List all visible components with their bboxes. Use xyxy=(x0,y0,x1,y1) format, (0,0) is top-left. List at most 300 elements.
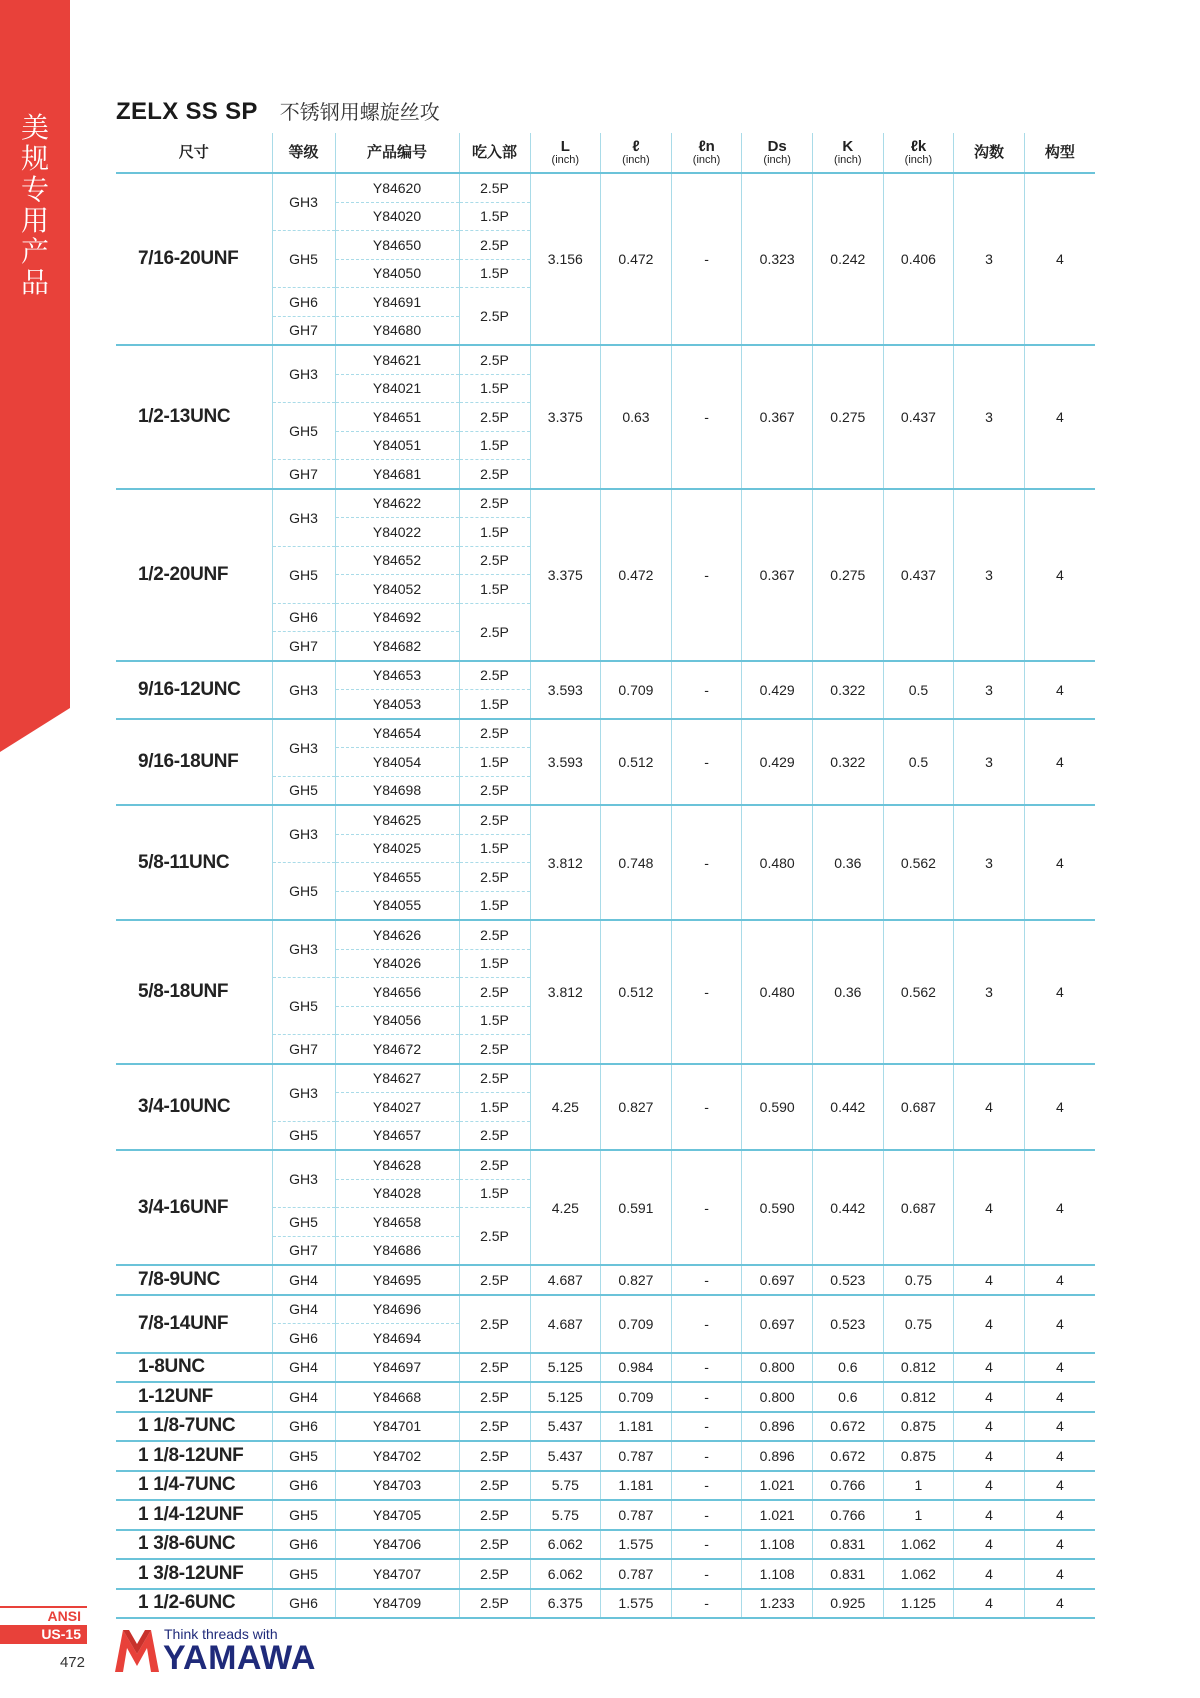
chamfer-cell: 2.5P xyxy=(459,1589,530,1619)
product-code-cell: Y84695 xyxy=(335,1265,459,1295)
flute-count-cell: 3 xyxy=(954,719,1025,806)
column-header xyxy=(883,133,954,173)
square-size-cell: 0.6 xyxy=(813,1353,884,1383)
product-code-cell: Y84021 xyxy=(335,374,459,403)
chamfer-cell: 2.5P xyxy=(459,1353,530,1383)
overall-length-cell: 4.25 xyxy=(530,1150,601,1265)
neck-length-cell: - xyxy=(671,489,742,661)
column-header xyxy=(116,133,272,173)
thread-length-cell: 0.472 xyxy=(601,489,672,661)
shank-diameter-cell: 0.697 xyxy=(742,1265,813,1295)
title-subtitle: 不锈钢用螺旋丝攻 xyxy=(279,100,440,124)
overall-length-cell: 3.593 xyxy=(530,661,601,719)
column-header-label: 等级 xyxy=(288,144,319,161)
square-length-cell: 0.812 xyxy=(883,1353,954,1383)
thread-length-cell: 0.709 xyxy=(601,661,672,719)
chamfer-cell: 2.5P xyxy=(459,1121,530,1150)
flute-count-cell: 4 xyxy=(954,1382,1025,1412)
neck-length-cell: - xyxy=(671,1353,742,1383)
chamfer-cell: 2.5P xyxy=(459,1208,530,1266)
column-header xyxy=(335,133,459,173)
grade-cell: GH7 xyxy=(272,460,335,489)
table-row xyxy=(116,1150,1095,1179)
overall-length-cell: 6.062 xyxy=(530,1530,601,1560)
overall-length-cell: 3.593 xyxy=(530,719,601,806)
tap-type-cell: 4 xyxy=(1024,1150,1095,1265)
grade-cell: GH4 xyxy=(272,1265,335,1295)
column-header-label: 沟数 xyxy=(974,144,1005,161)
product-code-cell: Y84054 xyxy=(335,748,459,777)
side-tab xyxy=(0,0,70,752)
thread-length-cell: 0.748 xyxy=(601,805,672,920)
chamfer-cell: 2.5P xyxy=(459,776,530,805)
table-row xyxy=(116,1412,1095,1442)
product-code-cell: Y84652 xyxy=(335,546,459,575)
chamfer-cell: 1.5P xyxy=(459,1179,530,1208)
tap-type-cell: 4 xyxy=(1024,489,1095,661)
overall-length-cell: 3.375 xyxy=(530,345,601,489)
chamfer-cell: 2.5P xyxy=(459,863,530,892)
grade-cell: GH6 xyxy=(272,288,335,317)
neck-length-cell: - xyxy=(671,1559,742,1589)
brand-tagline: Think threads with xyxy=(164,1626,278,1642)
tap-type-cell: 4 xyxy=(1024,920,1095,1064)
square-length-cell: 0.406 xyxy=(883,173,954,345)
chamfer-cell: 1.5P xyxy=(459,431,530,460)
neck-length-cell: - xyxy=(671,805,742,920)
square-size-cell: 0.275 xyxy=(813,489,884,661)
chamfer-cell: 2.5P xyxy=(459,603,530,661)
thread-length-cell: 0.827 xyxy=(601,1265,672,1295)
grade-cell: GH3 xyxy=(272,719,335,777)
chamfer-cell: 2.5P xyxy=(459,1559,530,1589)
product-code-cell: Y84654 xyxy=(335,719,459,748)
square-length-cell: 1.062 xyxy=(883,1530,954,1560)
size-cell: 1 1/2-6UNC xyxy=(116,1589,272,1619)
flute-count-cell: 4 xyxy=(954,1471,1025,1501)
product-code-cell: Y84706 xyxy=(335,1530,459,1560)
overall-length-cell: 5.75 xyxy=(530,1500,601,1530)
neck-length-cell: - xyxy=(671,1150,742,1265)
side-tab-char: 产 xyxy=(20,235,49,268)
product-code-cell: Y84651 xyxy=(335,403,459,432)
size-cell: 1 1/8-7UNC xyxy=(116,1412,272,1442)
product-code-cell: Y84705 xyxy=(335,1500,459,1530)
square-length-cell: 0.562 xyxy=(883,920,954,1064)
side-tab-char: 专 xyxy=(20,173,49,206)
tap-type-cell: 4 xyxy=(1024,1295,1095,1353)
square-size-cell: 0.36 xyxy=(813,920,884,1064)
square-size-cell: 0.6 xyxy=(813,1382,884,1412)
column-header-label: ℓn xyxy=(698,138,715,155)
table-row xyxy=(116,1530,1095,1560)
thread-length-cell: 0.472 xyxy=(601,173,672,345)
chamfer-cell: 2.5P xyxy=(459,288,530,346)
column-header-label: 尺寸 xyxy=(178,144,209,161)
column-header xyxy=(459,133,530,173)
product-code-cell: Y84656 xyxy=(335,978,459,1007)
product-code-cell: Y84622 xyxy=(335,489,459,518)
tap-type-cell: 4 xyxy=(1024,1064,1095,1151)
tap-type-cell: 4 xyxy=(1024,1382,1095,1412)
neck-length-cell: - xyxy=(671,1265,742,1295)
grade-cell: GH5 xyxy=(272,863,335,921)
table-row xyxy=(116,719,1095,748)
product-code-cell: Y84028 xyxy=(335,1179,459,1208)
flute-count-cell: 4 xyxy=(954,1295,1025,1353)
side-tab-char: 品 xyxy=(20,266,49,299)
size-cell: 1 3/8-12UNF xyxy=(116,1559,272,1589)
shank-diameter-cell: 0.367 xyxy=(742,345,813,489)
tap-type-cell: 4 xyxy=(1024,1500,1095,1530)
size-cell: 9/16-12UNC xyxy=(116,661,272,719)
square-length-cell: 0.5 xyxy=(883,661,954,719)
chamfer-cell: 1.5P xyxy=(459,1093,530,1122)
chamfer-cell: 2.5P xyxy=(459,1064,530,1093)
overall-length-cell: 3.812 xyxy=(530,805,601,920)
product-code-cell: Y84680 xyxy=(335,316,459,345)
flute-count-cell: 3 xyxy=(954,173,1025,345)
shank-diameter-cell: 0.480 xyxy=(742,805,813,920)
shank-diameter-cell: 0.323 xyxy=(742,173,813,345)
flute-count-cell: 4 xyxy=(954,1353,1025,1383)
product-code-cell: Y84691 xyxy=(335,288,459,317)
square-size-cell: 0.766 xyxy=(813,1500,884,1530)
side-tab-char: 规 xyxy=(20,142,49,175)
thread-length-cell: 0.63 xyxy=(601,345,672,489)
shank-diameter-cell: 0.800 xyxy=(742,1353,813,1383)
table-row xyxy=(116,661,1095,690)
grade-cell: GH6 xyxy=(272,1324,335,1353)
grade-cell: GH3 xyxy=(272,920,335,978)
product-code-cell: Y84627 xyxy=(335,1064,459,1093)
shank-diameter-cell: 1.108 xyxy=(742,1559,813,1589)
column-header xyxy=(671,133,742,173)
thread-length-cell: 0.709 xyxy=(601,1382,672,1412)
square-length-cell: 1.125 xyxy=(883,1589,954,1619)
product-code-cell: Y84620 xyxy=(335,173,459,202)
tap-type-cell: 4 xyxy=(1024,661,1095,719)
flute-count-cell: 3 xyxy=(954,805,1025,920)
shank-diameter-cell: 1.021 xyxy=(742,1500,813,1530)
overall-length-cell: 6.062 xyxy=(530,1559,601,1589)
size-cell: 7/8-14UNF xyxy=(116,1295,272,1353)
column-header-unit: (inch) xyxy=(904,154,933,166)
product-code-cell: Y84051 xyxy=(335,431,459,460)
product-code-cell: Y84686 xyxy=(335,1236,459,1265)
column-header-label: 构型 xyxy=(1044,144,1075,161)
product-code-cell: Y84026 xyxy=(335,949,459,978)
neck-length-cell: - xyxy=(671,1295,742,1353)
square-length-cell: 0.75 xyxy=(883,1265,954,1295)
grade-cell: GH3 xyxy=(272,805,335,863)
overall-length-cell: 5.125 xyxy=(530,1353,601,1383)
grade-cell: GH5 xyxy=(272,1559,335,1589)
grade-cell: GH5 xyxy=(272,978,335,1035)
column-header xyxy=(601,133,672,173)
thread-length-cell: 0.787 xyxy=(601,1559,672,1589)
thread-length-cell: 0.984 xyxy=(601,1353,672,1383)
grade-cell: GH5 xyxy=(272,1208,335,1237)
grade-cell: GH5 xyxy=(272,1441,335,1471)
chamfer-cell: 2.5P xyxy=(459,403,530,432)
chamfer-cell: 2.5P xyxy=(459,489,530,518)
overall-length-cell: 3.156 xyxy=(530,173,601,345)
header-row xyxy=(116,133,1095,173)
column-header xyxy=(272,133,335,173)
square-length-cell: 0.75 xyxy=(883,1295,954,1353)
thread-length-cell: 1.181 xyxy=(601,1412,672,1442)
product-code-cell: Y84701 xyxy=(335,1412,459,1442)
thread-length-cell: 1.575 xyxy=(601,1589,672,1619)
flute-count-cell: 4 xyxy=(954,1530,1025,1560)
flute-count-cell: 4 xyxy=(954,1500,1025,1530)
chamfer-cell: 2.5P xyxy=(459,1441,530,1471)
column-header-label: Ds xyxy=(767,138,787,155)
square-size-cell: 0.925 xyxy=(813,1589,884,1619)
chamfer-cell: 1.5P xyxy=(459,891,530,920)
table-row xyxy=(116,1441,1095,1471)
chamfer-cell: 1.5P xyxy=(459,575,530,604)
product-code-cell: Y84657 xyxy=(335,1121,459,1150)
square-size-cell: 0.831 xyxy=(813,1559,884,1589)
grade-cell: GH6 xyxy=(272,1412,335,1442)
yamawa-logo-icon xyxy=(115,1628,159,1674)
neck-length-cell: - xyxy=(671,173,742,345)
tap-type-cell: 4 xyxy=(1024,173,1095,345)
shank-diameter-cell: 0.429 xyxy=(742,719,813,806)
neck-length-cell: - xyxy=(671,920,742,1064)
brand-name: YAMAWA xyxy=(163,1639,316,1677)
chamfer-cell: 1.5P xyxy=(459,949,530,978)
neck-length-cell: - xyxy=(671,1589,742,1619)
column-header-label: ℓ xyxy=(632,138,640,155)
column-header-label: K xyxy=(842,138,854,155)
product-code-cell: Y84698 xyxy=(335,776,459,805)
shank-diameter-cell: 0.367 xyxy=(742,489,813,661)
square-size-cell: 0.322 xyxy=(813,661,884,719)
chamfer-cell: 2.5P xyxy=(459,805,530,834)
page-number: 472 xyxy=(59,1654,85,1671)
column-header-unit: (inch) xyxy=(692,154,721,166)
tap-type-cell: 4 xyxy=(1024,805,1095,920)
grade-cell: GH5 xyxy=(272,1121,335,1150)
neck-length-cell: - xyxy=(671,1064,742,1151)
product-code-cell: Y84626 xyxy=(335,920,459,949)
square-size-cell: 0.672 xyxy=(813,1441,884,1471)
square-length-cell: 0.562 xyxy=(883,805,954,920)
chamfer-cell: 2.5P xyxy=(459,1471,530,1501)
shank-diameter-cell: 0.896 xyxy=(742,1412,813,1442)
product-code-cell: Y84696 xyxy=(335,1295,459,1324)
size-cell: 3/4-16UNF xyxy=(116,1150,272,1265)
size-cell: 1 1/4-12UNF xyxy=(116,1500,272,1530)
table-row xyxy=(116,1064,1095,1093)
flute-count-cell: 3 xyxy=(954,920,1025,1064)
product-code-cell: Y84625 xyxy=(335,805,459,834)
page-title xyxy=(116,96,440,126)
product-code-cell: Y84025 xyxy=(335,834,459,863)
size-cell: 1-8UNC xyxy=(116,1353,272,1383)
table-row xyxy=(116,920,1095,949)
square-length-cell: 0.687 xyxy=(883,1150,954,1265)
grade-cell: GH3 xyxy=(272,489,335,547)
grade-cell: GH3 xyxy=(272,661,335,719)
size-cell: 1/2-13UNC xyxy=(116,345,272,489)
overall-length-cell: 3.375 xyxy=(530,489,601,661)
square-size-cell: 0.36 xyxy=(813,805,884,920)
side-tab-label xyxy=(18,112,52,298)
grade-cell: GH7 xyxy=(272,316,335,345)
shank-diameter-cell: 0.800 xyxy=(742,1382,813,1412)
chamfer-cell: 2.5P xyxy=(459,1295,530,1353)
side-tab-char: 美 xyxy=(20,111,49,144)
overall-length-cell: 5.75 xyxy=(530,1471,601,1501)
column-header-unit: (inch) xyxy=(763,154,791,166)
column-header-label: 产品编号 xyxy=(366,144,427,161)
column-header-label: 吃入部 xyxy=(471,144,517,161)
square-size-cell: 0.322 xyxy=(813,719,884,806)
product-code-cell: Y84709 xyxy=(335,1589,459,1619)
table-row xyxy=(116,173,1095,202)
chamfer-cell: 1.5P xyxy=(459,748,530,777)
grade-cell: GH6 xyxy=(272,1589,335,1619)
tap-type-cell: 4 xyxy=(1024,1412,1095,1442)
column-header-unit: (inch) xyxy=(622,154,650,166)
product-code-cell: Y84658 xyxy=(335,1208,459,1237)
chamfer-cell: 2.5P xyxy=(459,231,530,260)
square-size-cell: 0.523 xyxy=(813,1265,884,1295)
thread-length-cell: 0.591 xyxy=(601,1150,672,1265)
neck-length-cell: - xyxy=(671,719,742,806)
product-code-cell: Y84052 xyxy=(335,575,459,604)
grade-cell: GH3 xyxy=(272,1064,335,1122)
shank-diameter-cell: 0.896 xyxy=(742,1441,813,1471)
column-header xyxy=(954,133,1025,173)
chamfer-cell: 2.5P xyxy=(459,546,530,575)
square-size-cell: 0.442 xyxy=(813,1064,884,1151)
side-tab-char: 用 xyxy=(20,204,49,237)
tap-type-cell: 4 xyxy=(1024,1559,1095,1589)
size-cell: 1/2-20UNF xyxy=(116,489,272,661)
tap-type-cell: 4 xyxy=(1024,1471,1095,1501)
column-header-label: ℓk xyxy=(910,138,927,155)
square-length-cell: 0.437 xyxy=(883,345,954,489)
product-code-cell: Y84055 xyxy=(335,891,459,920)
flute-count-cell: 3 xyxy=(954,661,1025,719)
chamfer-cell: 2.5P xyxy=(459,920,530,949)
size-cell: 5/8-11UNC xyxy=(116,805,272,920)
shank-diameter-cell: 0.429 xyxy=(742,661,813,719)
shank-diameter-cell: 1.233 xyxy=(742,1589,813,1619)
chamfer-cell: 2.5P xyxy=(459,1412,530,1442)
neck-length-cell: - xyxy=(671,1471,742,1501)
square-length-cell: 0.875 xyxy=(883,1441,954,1471)
product-code-cell: Y84697 xyxy=(335,1353,459,1383)
shank-diameter-cell: 0.590 xyxy=(742,1064,813,1151)
thread-length-cell: 0.512 xyxy=(601,920,672,1064)
chamfer-cell: 1.5P xyxy=(459,834,530,863)
product-code-cell: Y84668 xyxy=(335,1382,459,1412)
grade-cell: GH4 xyxy=(272,1295,335,1324)
square-size-cell: 0.672 xyxy=(813,1412,884,1442)
chamfer-cell: 2.5P xyxy=(459,1035,530,1064)
tap-type-cell: 4 xyxy=(1024,1589,1095,1619)
chamfer-cell: 1.5P xyxy=(459,1006,530,1035)
shank-diameter-cell: 0.480 xyxy=(742,920,813,1064)
product-code-cell: Y84020 xyxy=(335,202,459,231)
thread-length-cell: 0.512 xyxy=(601,719,672,806)
neck-length-cell: - xyxy=(671,1500,742,1530)
grade-cell: GH5 xyxy=(272,776,335,805)
size-cell: 1 3/8-6UNC xyxy=(116,1530,272,1560)
chamfer-cell: 2.5P xyxy=(459,661,530,690)
product-code-cell: Y84682 xyxy=(335,632,459,661)
neck-length-cell: - xyxy=(671,1530,742,1560)
grade-cell: GH7 xyxy=(272,1035,335,1064)
flute-count-cell: 3 xyxy=(954,489,1025,661)
grade-cell: GH3 xyxy=(272,345,335,403)
square-size-cell: 0.242 xyxy=(813,173,884,345)
column-header-label: L xyxy=(560,138,570,155)
grade-cell: GH5 xyxy=(272,546,335,603)
chamfer-cell: 2.5P xyxy=(459,460,530,489)
chamfer-cell: 2.5P xyxy=(459,719,530,748)
flute-count-cell: 4 xyxy=(954,1559,1025,1589)
flute-count-cell: 4 xyxy=(954,1265,1025,1295)
size-cell: 9/16-18UNF xyxy=(116,719,272,806)
overall-length-cell: 5.125 xyxy=(530,1382,601,1412)
table-row xyxy=(116,1559,1095,1589)
column-header xyxy=(742,133,813,173)
flute-count-cell: 3 xyxy=(954,345,1025,489)
shank-diameter-cell: 1.108 xyxy=(742,1530,813,1560)
grade-cell: GH3 xyxy=(272,173,335,231)
square-size-cell: 0.766 xyxy=(813,1471,884,1501)
size-cell: 3/4-10UNC xyxy=(116,1064,272,1151)
tap-type-cell: 4 xyxy=(1024,719,1095,806)
overall-length-cell: 4.687 xyxy=(530,1295,601,1353)
chamfer-cell: 2.5P xyxy=(459,1150,530,1179)
grade-cell: GH4 xyxy=(272,1382,335,1412)
chamfer-cell: 1.5P xyxy=(459,690,530,719)
grade-cell: GH5 xyxy=(272,1500,335,1530)
product-code-cell: Y84707 xyxy=(335,1559,459,1589)
size-cell: 1 1/4-7UNC xyxy=(116,1471,272,1501)
chamfer-cell: 1.5P xyxy=(459,259,530,288)
flute-count-cell: 4 xyxy=(954,1589,1025,1619)
column-header-unit: (inch) xyxy=(834,154,862,166)
square-size-cell: 0.275 xyxy=(813,345,884,489)
neck-length-cell: - xyxy=(671,661,742,719)
overall-length-cell: 6.375 xyxy=(530,1589,601,1619)
square-length-cell: 0.687 xyxy=(883,1064,954,1151)
chamfer-cell: 2.5P xyxy=(459,173,530,202)
chamfer-cell: 2.5P xyxy=(459,1265,530,1295)
product-code-cell: Y84056 xyxy=(335,1006,459,1035)
thread-length-cell: 1.181 xyxy=(601,1471,672,1501)
grade-cell: GH6 xyxy=(272,1471,335,1501)
thread-length-cell: 0.827 xyxy=(601,1064,672,1151)
product-code-cell: Y84694 xyxy=(335,1324,459,1353)
product-code-cell: Y84053 xyxy=(335,690,459,719)
table-row xyxy=(116,1265,1095,1295)
square-length-cell: 0.5 xyxy=(883,719,954,806)
product-code-cell: Y84653 xyxy=(335,661,459,690)
grade-cell: GH7 xyxy=(272,1236,335,1265)
chamfer-cell: 1.5P xyxy=(459,518,530,547)
overall-length-cell: 5.437 xyxy=(530,1412,601,1442)
